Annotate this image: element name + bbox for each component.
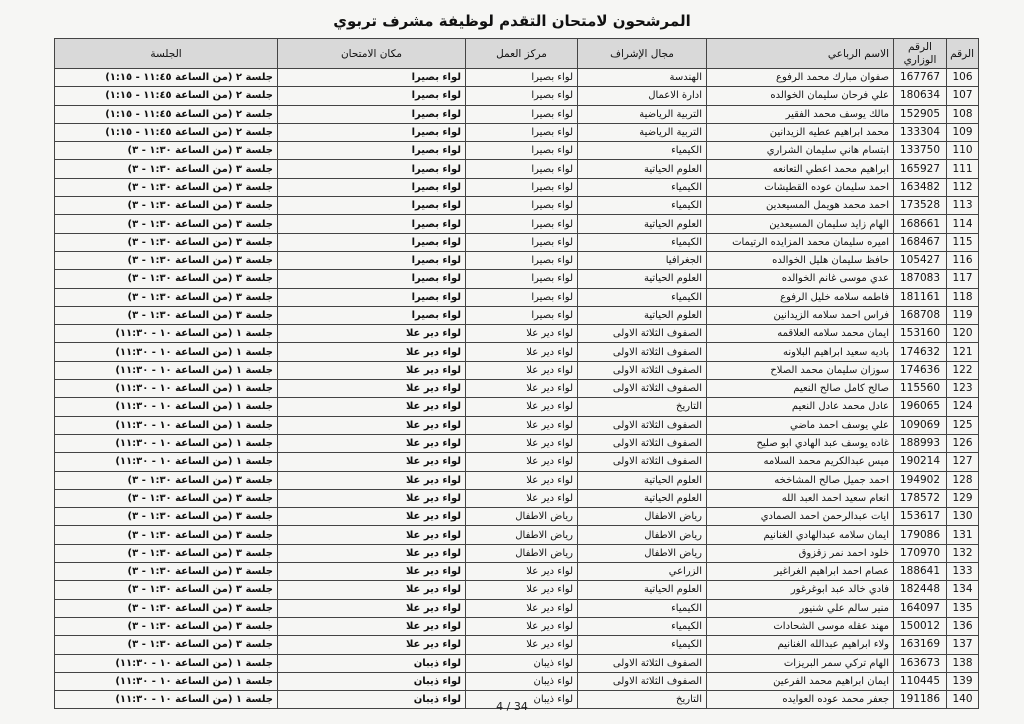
cell-work-center: لواء بصيرا xyxy=(466,87,578,105)
cell-exam-location: لواء دير علا xyxy=(278,599,466,617)
cell-serial: 135 xyxy=(947,599,979,617)
table-row xyxy=(55,563,979,581)
table-row xyxy=(55,325,979,343)
cell-full-name: عصام احمد ابراهيم الغراغير xyxy=(707,563,894,581)
cell-supervision-field: العلوم الحياتية xyxy=(578,160,707,178)
table-row xyxy=(55,215,979,233)
cell-serial: 118 xyxy=(947,288,979,306)
table-row xyxy=(55,160,979,178)
cell-exam-location: لواء دير علا xyxy=(278,380,466,398)
table-row xyxy=(55,233,979,251)
cell-supervision-field: الكيمياء xyxy=(578,617,707,635)
cell-serial: 111 xyxy=(947,160,979,178)
cell-work-center: لواء بصيرا xyxy=(466,142,578,160)
table-row xyxy=(55,123,979,141)
cell-full-name: ايمان سلامه عبدالهادي الغنانيم xyxy=(707,526,894,544)
cell-serial: 130 xyxy=(947,508,979,526)
cell-ministry-number: 152905 xyxy=(894,105,947,123)
cell-exam-location: لواء بصيرا xyxy=(278,105,466,123)
table-row xyxy=(55,142,979,160)
cell-ministry-number: 153617 xyxy=(894,508,947,526)
cell-supervision-field: العلوم الحياتية xyxy=(578,306,707,324)
cell-supervision-field: رياض الاطفال xyxy=(578,508,707,526)
cell-supervision-field: العلوم الحياتية xyxy=(578,215,707,233)
cell-exam-location: لواء دير علا xyxy=(278,617,466,635)
table-row xyxy=(55,306,979,324)
cell-exam-location: لواء دير علا xyxy=(278,581,466,599)
cell-full-name: عادل محمد عادل النعيم xyxy=(707,398,894,416)
cell-session: جلسة ٣ (من الساعة ١:٣٠ - ٣) xyxy=(55,617,278,635)
cell-work-center: لواء دير علا xyxy=(466,581,578,599)
cell-ministry-number: 133304 xyxy=(894,123,947,141)
cell-full-name: مالك يوسف محمد الفقير xyxy=(707,105,894,123)
cell-work-center: لواء دير علا xyxy=(466,380,578,398)
cell-serial: 120 xyxy=(947,325,979,343)
cell-work-center: لواء ذيبان xyxy=(466,691,578,709)
table-row xyxy=(55,434,979,452)
cell-session: جلسة ٣ (من الساعة ١:٣٠ - ٣) xyxy=(55,306,278,324)
cell-session: جلسة ٣ (من الساعة ١:٣٠ - ٣) xyxy=(55,563,278,581)
cell-full-name: ايات عبدالرحمن احمد الصمادي xyxy=(707,508,894,526)
cell-exam-location: لواء ذيبان xyxy=(278,654,466,672)
cell-work-center: لواء بصيرا xyxy=(466,288,578,306)
cell-ministry-number: 194902 xyxy=(894,471,947,489)
cell-serial: 106 xyxy=(947,69,979,87)
cell-ministry-number: 163482 xyxy=(894,178,947,196)
table-row xyxy=(55,416,979,434)
cell-supervision-field: العلوم الحياتية xyxy=(578,581,707,599)
cell-session: جلسة ١ (من الساعة ١٠ - ١١:٣٠) xyxy=(55,398,278,416)
cell-supervision-field: الكيمياء xyxy=(578,599,707,617)
cell-supervision-field: التاريخ xyxy=(578,398,707,416)
cell-full-name: احمد سليمان عوده القطيشات xyxy=(707,178,894,196)
cell-full-name: علي يوسف احمد ماضي xyxy=(707,416,894,434)
cell-supervision-field: الصفوف الثلاثة الاولى xyxy=(578,343,707,361)
cell-session: جلسة ١ (من الساعة ١٠ - ١١:٣٠) xyxy=(55,453,278,471)
table-row xyxy=(55,251,979,269)
cell-exam-location: لواء بصيرا xyxy=(278,288,466,306)
cell-exam-location: لواء بصيرا xyxy=(278,306,466,324)
cell-serial: 131 xyxy=(947,526,979,544)
cell-full-name: فاطمه سلامه خليل الرفوع xyxy=(707,288,894,306)
cell-session: جلسة ٣ (من الساعة ١:٣٠ - ٣) xyxy=(55,636,278,654)
cell-supervision-field: التاريخ xyxy=(578,691,707,709)
table-row xyxy=(55,270,979,288)
cell-exam-location: لواء دير علا xyxy=(278,398,466,416)
cell-exam-location: لواء بصيرا xyxy=(278,123,466,141)
cell-ministry-number: 109069 xyxy=(894,416,947,434)
cell-full-name: منير سالم علي شنيور xyxy=(707,599,894,617)
cell-ministry-number: 163673 xyxy=(894,654,947,672)
cell-supervision-field: الصفوف الثلاثة الاولى xyxy=(578,453,707,471)
cell-ministry-number: 188641 xyxy=(894,563,947,581)
cell-session: جلسة ٣ (من الساعة ١:٣٠ - ٣) xyxy=(55,526,278,544)
cell-full-name: اميره سليمان محمد المزايده الرتيمات xyxy=(707,233,894,251)
cell-work-center: لواء بصيرا xyxy=(466,215,578,233)
cell-full-name: احمد محمد هويمل المسيعدين xyxy=(707,197,894,215)
cell-supervision-field: رياض الاطفال xyxy=(578,526,707,544)
table-row xyxy=(55,343,979,361)
cell-exam-location: لواء دير علا xyxy=(278,563,466,581)
table-row xyxy=(55,489,979,507)
cell-session: جلسة ٣ (من الساعة ١:٣٠ - ٣) xyxy=(55,178,278,196)
table-row xyxy=(55,581,979,599)
header-supervision-field: مجال الإشراف xyxy=(578,39,707,69)
cell-serial: 113 xyxy=(947,197,979,215)
cell-work-center: لواء بصيرا xyxy=(466,197,578,215)
candidates-table xyxy=(54,38,979,709)
cell-session: جلسة ٣ (من الساعة ١:٣٠ - ٣) xyxy=(55,160,278,178)
table-row xyxy=(55,617,979,635)
cell-work-center: لواء دير علا xyxy=(466,325,578,343)
table-row xyxy=(55,508,979,526)
cell-work-center: لواء دير علا xyxy=(466,343,578,361)
cell-exam-location: لواء بصيرا xyxy=(278,197,466,215)
cell-session: جلسة ٣ (من الساعة ١:٣٠ - ٣) xyxy=(55,544,278,562)
cell-work-center: لواء بصيرا xyxy=(466,233,578,251)
cell-work-center: لواء بصيرا xyxy=(466,306,578,324)
cell-serial: 116 xyxy=(947,251,979,269)
cell-supervision-field: الصفوف الثلاثة الاولى xyxy=(578,380,707,398)
header-work-center: مركز العمل xyxy=(466,39,578,69)
cell-session: جلسة ١ (من الساعة ١٠ - ١١:٣٠) xyxy=(55,380,278,398)
cell-full-name: ايمان ابراهيم محمد الفرعين xyxy=(707,672,894,690)
cell-full-name: صالح كامل صالح النعيم xyxy=(707,380,894,398)
cell-session: جلسة ٢ (من الساعة ١١:٤٥ - ١:١٥) xyxy=(55,87,278,105)
cell-serial: 107 xyxy=(947,87,979,105)
cell-full-name: ولاء ابراهيم عبدالله الغنانيم xyxy=(707,636,894,654)
cell-serial: 112 xyxy=(947,178,979,196)
cell-full-name: ميس عبدالكريم محمد السلامه xyxy=(707,453,894,471)
cell-supervision-field: العلوم الحياتية xyxy=(578,489,707,507)
cell-session: جلسة ٣ (من الساعة ١:٣٠ - ٣) xyxy=(55,471,278,489)
cell-exam-location: لواء بصيرا xyxy=(278,142,466,160)
cell-work-center: لواء دير علا xyxy=(466,434,578,452)
cell-work-center: لواء دير علا xyxy=(466,617,578,635)
cell-supervision-field: العلوم الحياتية xyxy=(578,270,707,288)
cell-ministry-number: 191186 xyxy=(894,691,947,709)
cell-exam-location: لواء بصيرا xyxy=(278,233,466,251)
cell-serial: 128 xyxy=(947,471,979,489)
cell-serial: 139 xyxy=(947,672,979,690)
header-exam-location: مكان الامتحان xyxy=(278,39,466,69)
cell-ministry-number: 150012 xyxy=(894,617,947,635)
table-body xyxy=(55,69,979,709)
cell-session: جلسة ١ (من الساعة ١٠ - ١١:٣٠) xyxy=(55,691,278,709)
cell-exam-location: لواء بصيرا xyxy=(278,160,466,178)
cell-supervision-field: الصفوف الثلاثة الاولى xyxy=(578,672,707,690)
cell-ministry-number: 182448 xyxy=(894,581,947,599)
cell-full-name: ابتسام هاني سليمان الشراري xyxy=(707,142,894,160)
cell-full-name: عدي موسى غانم الخوالده xyxy=(707,270,894,288)
cell-ministry-number: 164097 xyxy=(894,599,947,617)
cell-session: جلسة ٣ (من الساعة ١:٣٠ - ٣) xyxy=(55,251,278,269)
cell-work-center: لواء دير علا xyxy=(466,636,578,654)
table-row xyxy=(55,672,979,690)
cell-ministry-number: 173528 xyxy=(894,197,947,215)
cell-ministry-number: 188993 xyxy=(894,434,947,452)
cell-exam-location: لواء دير علا xyxy=(278,636,466,654)
cell-supervision-field: الصفوف الثلاثة الاولى xyxy=(578,416,707,434)
cell-full-name: احمد جميل صالح المشاخخه xyxy=(707,471,894,489)
cell-work-center: لواء ذيبان xyxy=(466,654,578,672)
page-number: 4 / 34 xyxy=(496,700,528,713)
cell-session: جلسة ١ (من الساعة ١٠ - ١١:٣٠) xyxy=(55,361,278,379)
cell-work-center: رياض الاطفال xyxy=(466,544,578,562)
header-serial: الرقم xyxy=(947,39,979,69)
cell-exam-location: لواء دير علا xyxy=(278,453,466,471)
header-session: الجلسة xyxy=(55,39,278,69)
table-row xyxy=(55,69,979,87)
cell-serial: 125 xyxy=(947,416,979,434)
cell-serial: 114 xyxy=(947,215,979,233)
cell-exam-location: لواء دير علا xyxy=(278,508,466,526)
table-row xyxy=(55,361,979,379)
cell-full-name: مهند عقله موسى الشحادات xyxy=(707,617,894,635)
cell-serial: 124 xyxy=(947,398,979,416)
cell-ministry-number: 168708 xyxy=(894,306,947,324)
cell-full-name: الهام تركي سمر البريزات xyxy=(707,654,894,672)
cell-ministry-number: 174636 xyxy=(894,361,947,379)
cell-supervision-field: الصفوف الثلاثة الاولى xyxy=(578,325,707,343)
cell-ministry-number: 178572 xyxy=(894,489,947,507)
cell-ministry-number: 179086 xyxy=(894,526,947,544)
cell-serial: 110 xyxy=(947,142,979,160)
cell-work-center: لواء دير علا xyxy=(466,398,578,416)
cell-session: جلسة ٣ (من الساعة ١:٣٠ - ٣) xyxy=(55,599,278,617)
cell-supervision-field: العلوم الحياتية xyxy=(578,471,707,489)
header-ministry-number: الرقم الوزاري xyxy=(894,39,947,69)
page-title: المرشحون لامتحان التقدم لوظيفة مشرف تربوي xyxy=(333,12,691,30)
cell-session: جلسة ١ (من الساعة ١٠ - ١١:٣٠) xyxy=(55,343,278,361)
cell-exam-location: لواء دير علا xyxy=(278,489,466,507)
cell-session: جلسة ١ (من الساعة ١٠ - ١١:٣٠) xyxy=(55,325,278,343)
cell-work-center: لواء دير علا xyxy=(466,361,578,379)
cell-ministry-number: 196065 xyxy=(894,398,947,416)
cell-full-name: فراس احمد سلامه الزيدانين xyxy=(707,306,894,324)
cell-serial: 121 xyxy=(947,343,979,361)
cell-session: جلسة ٣ (من الساعة ١:٣٠ - ٣) xyxy=(55,142,278,160)
cell-exam-location: لواء دير علا xyxy=(278,325,466,343)
cell-work-center: لواء دير علا xyxy=(466,453,578,471)
cell-ministry-number: 174632 xyxy=(894,343,947,361)
cell-work-center: رياض الاطفال xyxy=(466,526,578,544)
cell-work-center: لواء ذيبان xyxy=(466,672,578,690)
cell-session: جلسة ٢ (من الساعة ١١:٤٥ - ١:١٥) xyxy=(55,105,278,123)
candidates-table-wrapper xyxy=(54,38,978,709)
cell-exam-location: لواء دير علا xyxy=(278,416,466,434)
cell-exam-location: لواء دير علا xyxy=(278,343,466,361)
cell-serial: 123 xyxy=(947,380,979,398)
cell-exam-location: لواء بصيرا xyxy=(278,270,466,288)
cell-supervision-field: الكيمياء xyxy=(578,178,707,196)
cell-work-center: لواء دير علا xyxy=(466,489,578,507)
cell-serial: 126 xyxy=(947,434,979,452)
cell-ministry-number: 163169 xyxy=(894,636,947,654)
cell-full-name: صفوان مبارك محمد الرفوع xyxy=(707,69,894,87)
cell-full-name: باديه سعيد ابراهيم البلاونه xyxy=(707,343,894,361)
cell-ministry-number: 190214 xyxy=(894,453,947,471)
cell-session: جلسة ٢ (من الساعة ١١:٤٥ - ١:١٥) xyxy=(55,123,278,141)
cell-serial: 136 xyxy=(947,617,979,635)
cell-exam-location: لواء بصيرا xyxy=(278,87,466,105)
cell-supervision-field: الجغرافيا xyxy=(578,251,707,269)
cell-session: جلسة ٣ (من الساعة ١:٣٠ - ٣) xyxy=(55,233,278,251)
cell-ministry-number: 105427 xyxy=(894,251,947,269)
table-row xyxy=(55,197,979,215)
cell-work-center: لواء بصيرا xyxy=(466,123,578,141)
cell-exam-location: لواء ذيبان xyxy=(278,672,466,690)
cell-session: جلسة ١ (من الساعة ١٠ - ١١:٣٠) xyxy=(55,672,278,690)
cell-exam-location: لواء ذيبان xyxy=(278,691,466,709)
cell-supervision-field: الصفوف الثلاثة الاولى xyxy=(578,361,707,379)
cell-ministry-number: 165927 xyxy=(894,160,947,178)
cell-full-name: ايمان محمد سلامه العلاقمه xyxy=(707,325,894,343)
cell-session: جلسة ٣ (من الساعة ١:٣٠ - ٣) xyxy=(55,197,278,215)
cell-full-name: خلود احمد نمر زقزوق xyxy=(707,544,894,562)
cell-ministry-number: 181161 xyxy=(894,288,947,306)
cell-session: جلسة ٣ (من الساعة ١:٣٠ - ٣) xyxy=(55,270,278,288)
cell-ministry-number: 115560 xyxy=(894,380,947,398)
cell-serial: 134 xyxy=(947,581,979,599)
cell-work-center: رياض الاطفال xyxy=(466,508,578,526)
cell-session: جلسة ٣ (من الساعة ١:٣٠ - ٣) xyxy=(55,581,278,599)
cell-session: جلسة ١ (من الساعة ١٠ - ١١:٣٠) xyxy=(55,416,278,434)
cell-serial: 133 xyxy=(947,563,979,581)
cell-supervision-field: الكيمياء xyxy=(578,142,707,160)
cell-supervision-field: الزراعي xyxy=(578,563,707,581)
cell-session: جلسة ١ (من الساعة ١٠ - ١١:٣٠) xyxy=(55,434,278,452)
cell-session: جلسة ٣ (من الساعة ١:٣٠ - ٣) xyxy=(55,288,278,306)
cell-serial: 140 xyxy=(947,691,979,709)
table-row xyxy=(55,526,979,544)
cell-work-center: لواء بصيرا xyxy=(466,69,578,87)
cell-session: جلسة ٣ (من الساعة ١:٣٠ - ٣) xyxy=(55,489,278,507)
cell-supervision-field: الكيمياء xyxy=(578,288,707,306)
cell-exam-location: لواء بصيرا xyxy=(278,178,466,196)
cell-work-center: لواء بصيرا xyxy=(466,160,578,178)
cell-exam-location: لواء دير علا xyxy=(278,361,466,379)
table-row xyxy=(55,599,979,617)
cell-serial: 115 xyxy=(947,233,979,251)
cell-ministry-number: 187083 xyxy=(894,270,947,288)
table-row xyxy=(55,471,979,489)
cell-serial: 127 xyxy=(947,453,979,471)
cell-ministry-number: 167767 xyxy=(894,69,947,87)
cell-supervision-field: الكيمياء xyxy=(578,197,707,215)
cell-supervision-field: ادارة الاعمال xyxy=(578,87,707,105)
cell-full-name: ابراهيم محمد اعطي التعانعه xyxy=(707,160,894,178)
cell-work-center: لواء دير علا xyxy=(466,599,578,617)
cell-exam-location: لواء دير علا xyxy=(278,526,466,544)
cell-session: جلسة ٣ (من الساعة ١:٣٠ - ٣) xyxy=(55,215,278,233)
table-row xyxy=(55,87,979,105)
cell-work-center: لواء بصيرا xyxy=(466,251,578,269)
cell-ministry-number: 153160 xyxy=(894,325,947,343)
cell-supervision-field: التربية الرياضية xyxy=(578,105,707,123)
cell-full-name: الهام زايد سليمان المسيعدين xyxy=(707,215,894,233)
table-row xyxy=(55,453,979,471)
cell-supervision-field: الهندسة xyxy=(578,69,707,87)
cell-exam-location: لواء دير علا xyxy=(278,471,466,489)
cell-serial: 108 xyxy=(947,105,979,123)
cell-session: جلسة ١ (من الساعة ١٠ - ١١:٣٠) xyxy=(55,654,278,672)
cell-supervision-field: رياض الاطفال xyxy=(578,544,707,562)
table-row xyxy=(55,654,979,672)
table-row xyxy=(55,544,979,562)
cell-ministry-number: 133750 xyxy=(894,142,947,160)
cell-ministry-number: 180634 xyxy=(894,87,947,105)
cell-exam-location: لواء دير علا xyxy=(278,544,466,562)
cell-serial: 137 xyxy=(947,636,979,654)
cell-serial: 109 xyxy=(947,123,979,141)
table-header-row xyxy=(55,39,979,69)
cell-exam-location: لواء بصيرا xyxy=(278,69,466,87)
cell-session: جلسة ٣ (من الساعة ١:٣٠ - ٣) xyxy=(55,508,278,526)
cell-exam-location: لواء بصيرا xyxy=(278,215,466,233)
cell-full-name: حافظ سليمان هليل الخوالده xyxy=(707,251,894,269)
cell-ministry-number: 168661 xyxy=(894,215,947,233)
cell-supervision-field: الصفوف الثلاثة الاولى xyxy=(578,434,707,452)
cell-work-center: لواء بصيرا xyxy=(466,178,578,196)
cell-serial: 122 xyxy=(947,361,979,379)
header-full-name: الاسم الرباعي xyxy=(707,39,894,69)
table-row xyxy=(55,105,979,123)
cell-work-center: لواء بصيرا xyxy=(466,270,578,288)
cell-ministry-number: 170970 xyxy=(894,544,947,562)
cell-supervision-field: الصفوف الثلاثة الاولى xyxy=(578,654,707,672)
cell-work-center: لواء دير علا xyxy=(466,416,578,434)
cell-serial: 132 xyxy=(947,544,979,562)
cell-exam-location: لواء بصيرا xyxy=(278,251,466,269)
table-row xyxy=(55,178,979,196)
cell-ministry-number: 110445 xyxy=(894,672,947,690)
cell-full-name: جعفر محمد عوده العوايده xyxy=(707,691,894,709)
cell-exam-location: لواء دير علا xyxy=(278,434,466,452)
cell-serial: 119 xyxy=(947,306,979,324)
cell-full-name: انعام سعيد احمد العبد الله xyxy=(707,489,894,507)
table-row xyxy=(55,636,979,654)
table-row xyxy=(55,288,979,306)
cell-supervision-field: التربية الرياضية xyxy=(578,123,707,141)
cell-full-name: غاده يوسف عبد الهادي ابو صليح xyxy=(707,434,894,452)
table-row xyxy=(55,398,979,416)
cell-full-name: سوزان سليمان محمد الصلاح xyxy=(707,361,894,379)
cell-full-name: فادي خالد عبد ابوغرغور xyxy=(707,581,894,599)
cell-session: جلسة ٢ (من الساعة ١١:٤٥ - ١:١٥) xyxy=(55,69,278,87)
cell-full-name: علي فرحان سليمان الخوالده xyxy=(707,87,894,105)
cell-supervision-field: الكيمياء xyxy=(578,233,707,251)
cell-serial: 138 xyxy=(947,654,979,672)
cell-supervision-field: الكيمياء xyxy=(578,636,707,654)
table-row xyxy=(55,380,979,398)
cell-work-center: لواء دير علا xyxy=(466,563,578,581)
cell-serial: 129 xyxy=(947,489,979,507)
cell-full-name: محمد ابراهيم عطيه الزيدانين xyxy=(707,123,894,141)
cell-work-center: لواء بصيرا xyxy=(466,105,578,123)
cell-work-center: لواء دير علا xyxy=(466,471,578,489)
cell-ministry-number: 168467 xyxy=(894,233,947,251)
cell-serial: 117 xyxy=(947,270,979,288)
